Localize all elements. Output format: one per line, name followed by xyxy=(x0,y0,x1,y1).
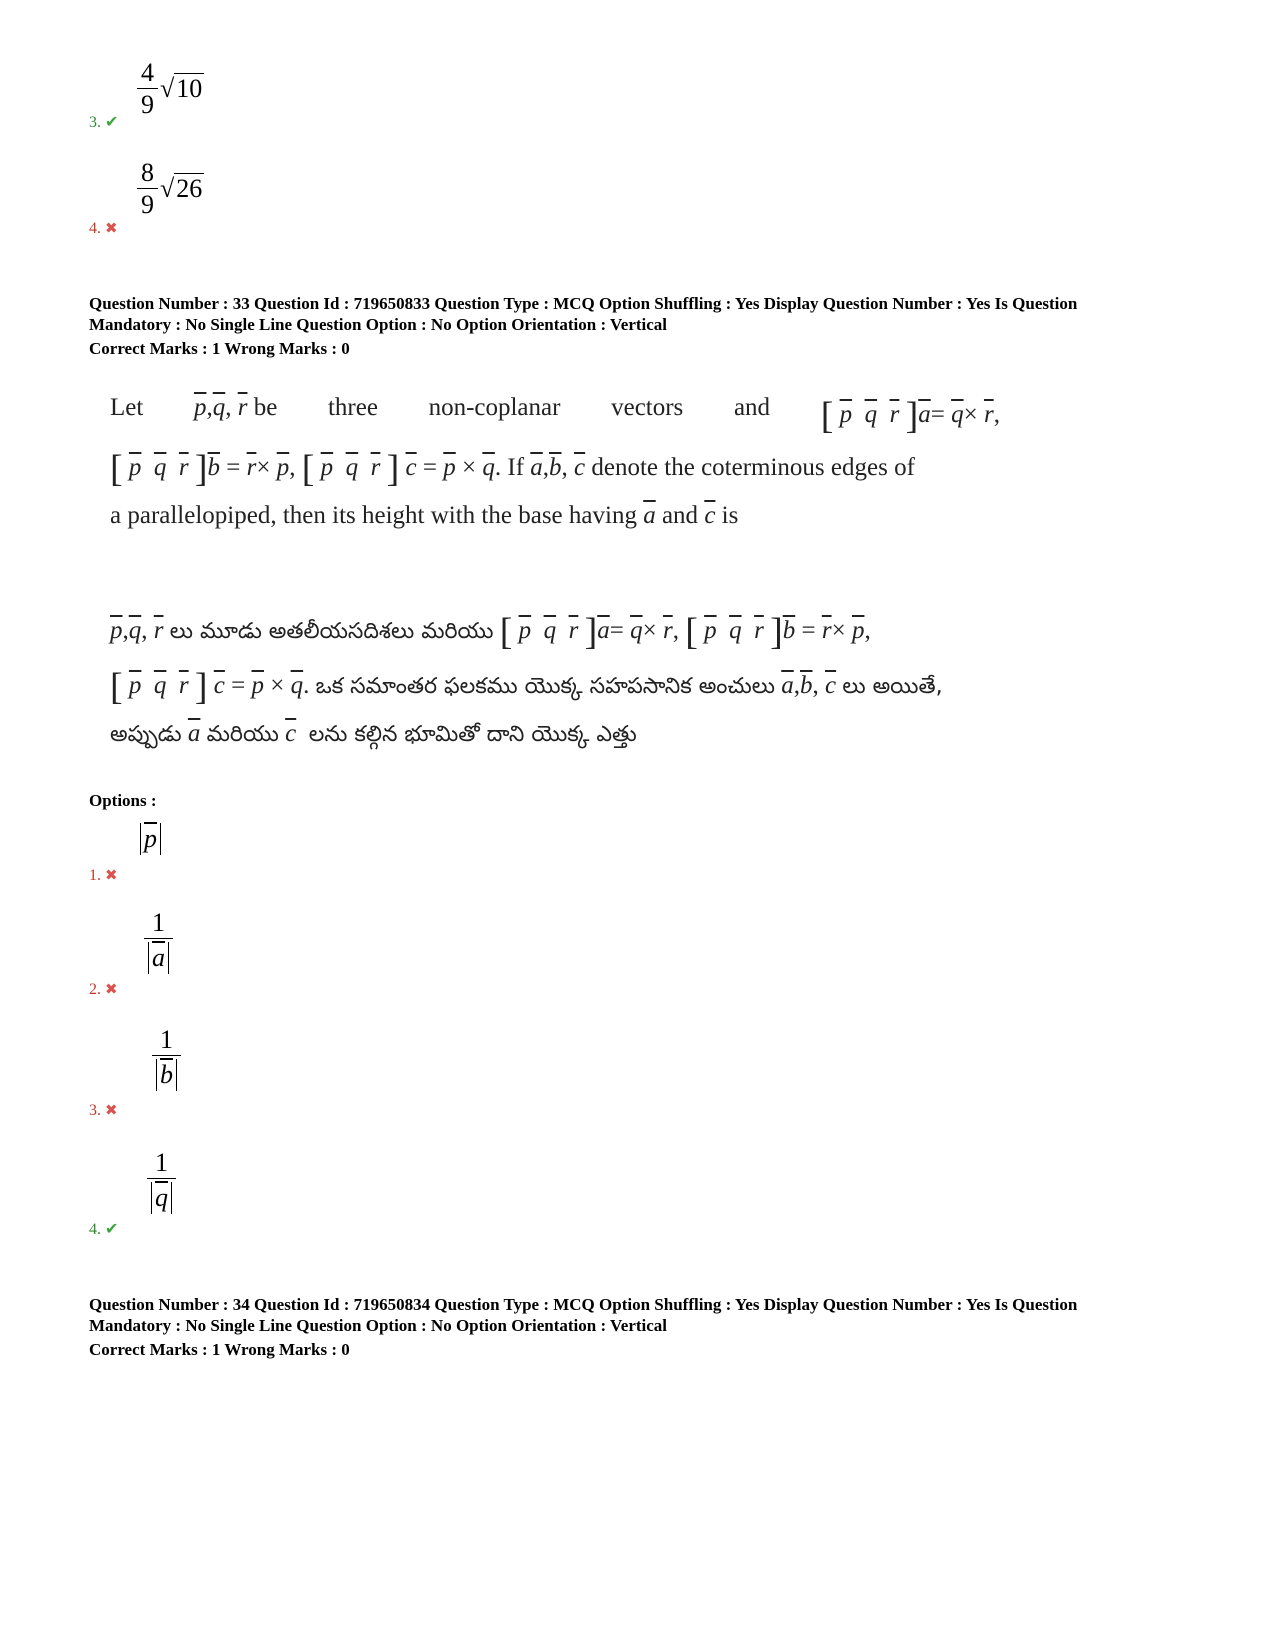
prev-option-3-number: 3. ✔ xyxy=(89,114,119,131)
q33-option-3-number: 3. ✖ xyxy=(89,1102,118,1119)
options-label: Options : xyxy=(89,791,157,810)
prev-option-4-expression: $\frac{8}{9}$ √26 xyxy=(137,160,204,218)
q33-option-4-expression: $\frac{1}{q}$ xyxy=(147,1150,176,1214)
check-icon: ✔ xyxy=(105,114,119,131)
q33-option-4-number: 4. ✔ xyxy=(89,1221,119,1238)
prev-option-3-expression: $\frac{4}{9}$ √10 xyxy=(137,60,204,118)
check-icon: ✔ xyxy=(105,1221,119,1238)
sqrt-symbol: √26 xyxy=(160,174,203,203)
q33-metadata: Question Number : 33 Question Id : 719650833 Question Type : MCQ Option Shuffling : Yes Display Question Number : Yes Is Question Mandatory : No Single Line Question Option : No Option Orientation : Vertical Correct Marks : 1 Wrong Marks : 0 xyxy=(89,294,1078,358)
sqrt-symbol: √10 xyxy=(160,74,203,103)
q33-option-3-expression: $\frac{1}{b}$ xyxy=(152,1027,181,1091)
cross-icon: ✖ xyxy=(105,868,118,884)
q33-option-2-number: 2. ✖ xyxy=(89,981,118,998)
prev-option-4-number: 4. ✖ xyxy=(89,220,118,237)
q33-option-1-expression: $\overline{p}$ xyxy=(140,823,161,855)
cross-icon: ✖ xyxy=(105,1103,118,1119)
cross-icon: ✖ xyxy=(105,221,118,237)
q34-metadata: Question Number : 34 Question Id : 719650834 Question Type : MCQ Option Shuffling : Yes Display Question Number : Yes Is Question Mandatory : No Single Line Question Option : No Option Orientation : Vertical Correct Marks : 1 Wrong Marks : 0 xyxy=(89,1295,1078,1359)
q33-option-2-expression: $\frac{1}{a}$ xyxy=(144,910,173,974)
q33-option-1-number: 1. ✖ xyxy=(89,867,118,884)
cross-icon: ✖ xyxy=(105,982,118,998)
